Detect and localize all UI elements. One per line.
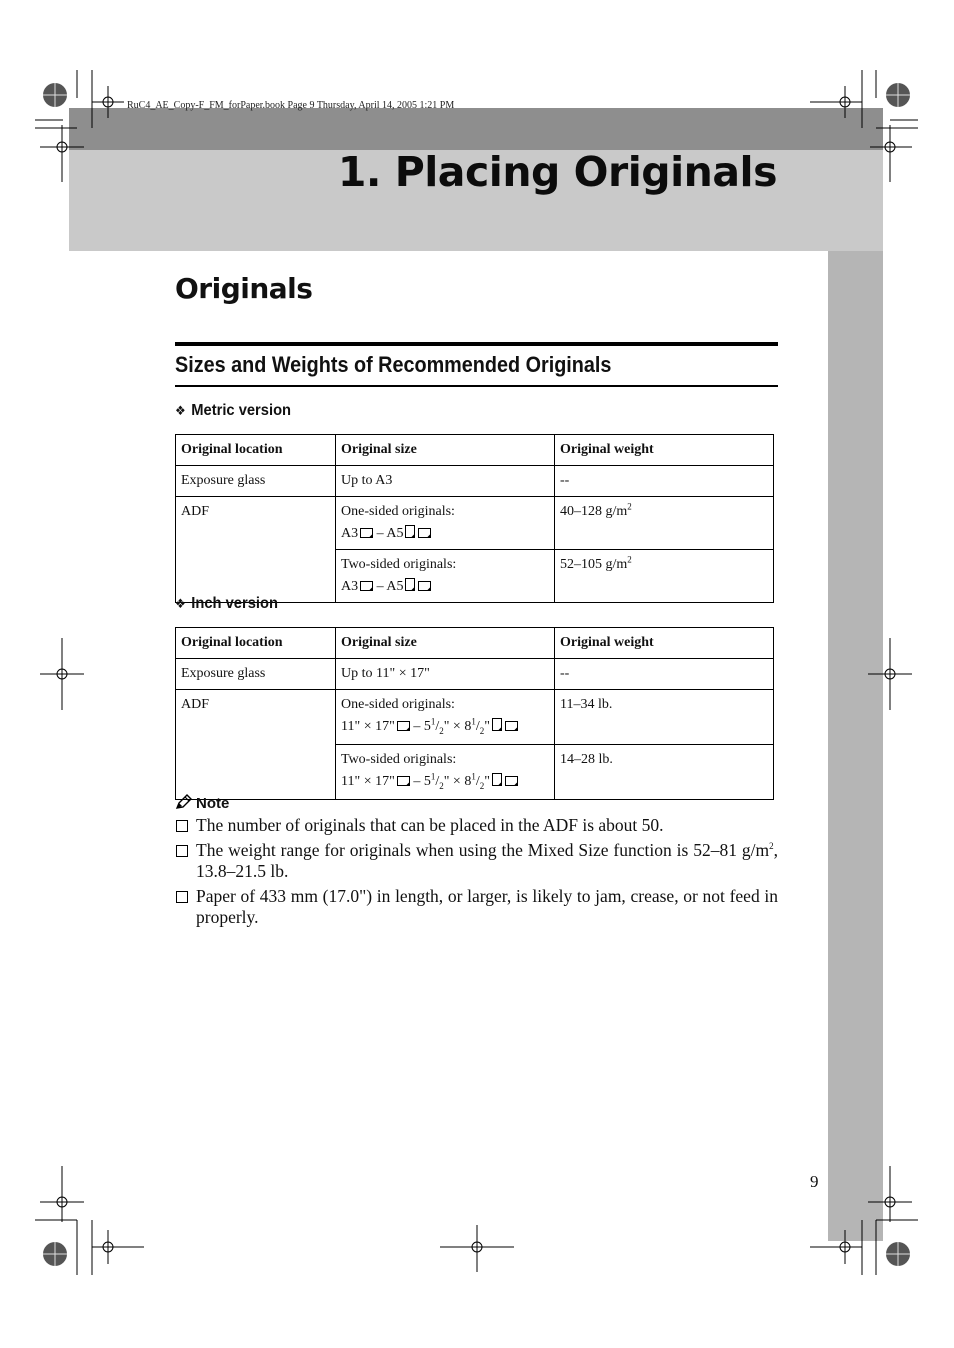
size-label: One-sided originals:: [341, 697, 455, 712]
size-label: Two-sided originals:: [341, 752, 457, 767]
header-cell: Original weight: [555, 435, 774, 466]
size-from: A3: [341, 526, 359, 541]
table-row: [176, 497, 774, 550]
page-number: 9: [810, 1172, 819, 1191]
landscape-orientation-icon: [360, 527, 373, 538]
header-cell: Original size: [336, 435, 555, 466]
pencil-icon: [175, 794, 193, 810]
size-range: A3 – A5: [341, 576, 549, 598]
note-item: [175, 840, 778, 882]
table-header-row: [176, 628, 774, 659]
weight-exponent: 2: [627, 501, 632, 512]
weight-cell: [555, 497, 774, 550]
size-to: A5: [386, 526, 404, 541]
diamond-bullet-icon: ❖: [175, 597, 186, 612]
size-mid: " × 8: [443, 774, 472, 789]
inch-heading-text: Inch version: [191, 595, 278, 612]
print-header-line: RuC4_AE_Copy-F_FM_forPaper.book Page 9 Thursday, April 14, 2005 1:21 PM: [127, 100, 455, 111]
size-from: A3: [341, 579, 359, 594]
table-row: [176, 690, 774, 745]
location-cell: Exposure glass: [176, 466, 336, 497]
chapter-title: 1. Placing Originals: [337, 148, 777, 196]
checkbox-bullet-icon: [176, 820, 188, 832]
portrait-orientation-icon: [405, 525, 416, 538]
landscape-orientation-icon: [397, 775, 410, 786]
weight-value: 40–128 g/m: [560, 504, 628, 519]
portrait-orientation-icon: [492, 718, 503, 731]
size-end: ": [484, 774, 490, 789]
landscape-orientation-icon: [505, 720, 518, 731]
size-cell: [336, 690, 555, 745]
header-cell: Original location: [176, 435, 336, 466]
fraction-denominator: 2: [479, 725, 485, 736]
note-item: [175, 886, 778, 928]
section-rule-top: [175, 342, 778, 346]
checkbox-bullet-icon: [176, 845, 188, 857]
note-text: Paper of 433 mm (17.0") in length, or larger, is likely to jam, crease, or not feed in properly.: [196, 886, 778, 927]
size-cell: Up to A3: [336, 466, 555, 497]
size-range: 11" × 17" – $5^1/_2$" × $8^1/_2$": [341, 716, 549, 738]
note-heading-text: Note: [196, 795, 230, 812]
fraction-denominator: 2: [479, 780, 485, 791]
header-cell: Original weight: [555, 628, 774, 659]
size-from: 11" × 17": [341, 774, 395, 789]
note-item: [175, 815, 778, 836]
fraction-numerator: 1: [471, 716, 476, 727]
landscape-orientation-icon: [418, 580, 431, 591]
note-text: The weight range for originals when using the Mixed Size function is 52–81 g/m: [196, 840, 770, 860]
weight-cell: 11–34 lb.: [555, 690, 774, 745]
size-range: 11" × 17" – $5^1/_2$" × $8^1/_2$": [341, 771, 549, 793]
portrait-orientation-icon: [405, 578, 416, 591]
size-mid: " × 8: [443, 719, 472, 734]
size-cell: [336, 550, 555, 603]
fraction-denominator: 2: [439, 780, 444, 791]
table-row: [176, 659, 774, 690]
note-heading: [175, 794, 229, 812]
checkbox-bullet-icon: [176, 891, 188, 903]
inch-table: [175, 627, 774, 800]
section-title: Originals: [175, 272, 313, 305]
size-range: A3 – A5: [341, 523, 549, 545]
size-cell: [336, 745, 555, 800]
weight-value: 52–105 g/m: [560, 557, 628, 572]
landscape-orientation-icon: [418, 527, 431, 538]
note-list: [175, 815, 778, 932]
size-cell: [336, 497, 555, 550]
weight-cell: [555, 550, 774, 603]
diamond-bullet-icon: ❖: [175, 404, 186, 419]
fraction-numerator: 1: [471, 771, 476, 782]
portrait-orientation-icon: [492, 773, 503, 786]
note-exponent: 2: [769, 841, 774, 852]
weight-cell: --: [555, 466, 774, 497]
size-label: Two-sided originals:: [341, 557, 457, 572]
fraction-denominator: 2: [439, 725, 444, 736]
metric-heading: [175, 402, 291, 420]
weight-cell: 14–28 lb.: [555, 745, 774, 800]
size-to: A5: [386, 579, 404, 594]
table-row: [176, 466, 774, 497]
note-text-tail: , 13.8–21.5 lb.: [196, 840, 778, 881]
fraction-numerator: 1: [430, 771, 436, 782]
size-to: – 5: [409, 774, 431, 789]
fraction-numerator: 1: [430, 716, 436, 727]
size-to: – 5: [409, 719, 431, 734]
landscape-orientation-icon: [505, 775, 518, 786]
landscape-orientation-icon: [360, 580, 373, 591]
landscape-orientation-icon: [397, 720, 410, 731]
location-cell: Exposure glass: [176, 659, 336, 690]
inch-heading: [175, 595, 278, 613]
location-cell: ADF: [176, 690, 336, 800]
size-cell: Up to 11" × 17": [336, 659, 555, 690]
note-text: The number of originals that can be placed in the ADF is about 50.: [196, 815, 664, 835]
weight-exponent: 2: [627, 554, 632, 565]
section-rule-bottom: [175, 385, 778, 387]
subsection-title: Sizes and Weights of Recommended Originals: [175, 352, 612, 377]
header-cell: Original size: [336, 628, 555, 659]
metric-table: [175, 434, 774, 603]
metric-heading-text: Metric version: [191, 402, 292, 419]
header-cell: Original location: [176, 628, 336, 659]
size-from: 11" × 17": [341, 719, 395, 734]
size-label: One-sided originals:: [341, 504, 455, 519]
size-end: ": [484, 719, 490, 734]
weight-cell: --: [555, 659, 774, 690]
table-header-row: [176, 435, 774, 466]
location-cell: ADF: [176, 497, 336, 603]
